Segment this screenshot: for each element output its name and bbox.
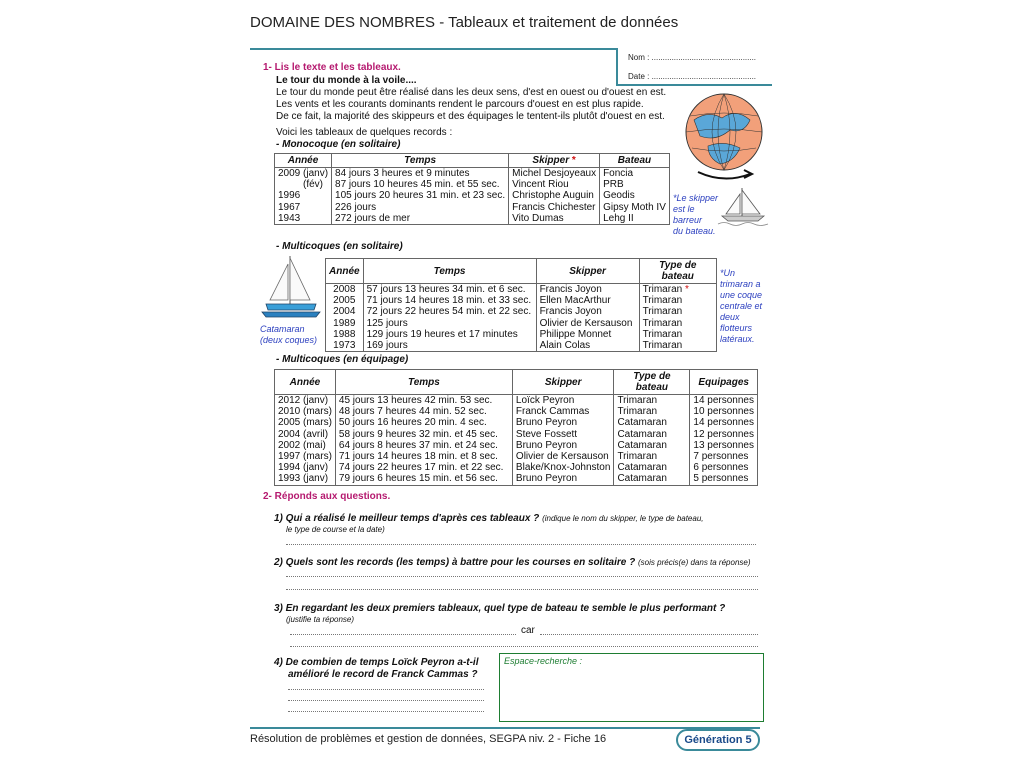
note-line: du bateau. [673,226,716,236]
t3-cell: Steve Fossett [512,429,614,440]
t2-cell: 2004 [326,306,364,317]
answer-line-q2b[interactable] [286,589,758,590]
t3-cell: Catamaran [614,473,690,485]
t3-cell: Bruno Peyron [512,440,614,451]
t2-cell: Trimaran [639,329,716,340]
table-row [275,473,758,485]
t3-cell: 7 personnes [690,451,758,462]
t1-header-skipper [509,154,600,168]
t3-cell: Franck Cammas [512,406,614,417]
note-line: trimaran a [720,279,761,289]
t1-header-skipper-label: Skipper [532,155,570,166]
t1-cell: 2009 (janv) [275,168,332,180]
t2-cell: 125 jours [363,318,536,329]
answer-line-q3a[interactable] [290,634,516,635]
t2-cell: Francis Joyon [536,306,639,317]
question-1-hint-2: le type de course et la date) [286,525,385,534]
t3-cell: 13 personnes [690,440,758,451]
note-line: est le [673,204,695,214]
t3-cell: 2010 (mars) [275,406,336,417]
t3-cell: Trimaran [614,395,690,407]
t3-cell: 14 personnes [690,417,758,428]
t3-header-temps: Temps [335,370,512,395]
note-catamaran [260,324,317,346]
t1-cell: 87 jours 10 heures 45 min. et 55 sec. [332,179,509,190]
t2-cell: 169 jours [363,340,536,352]
t3-cell: 1994 (janv) [275,462,336,473]
t3-cell: 6 personnes [690,462,758,473]
answer-line-q3c[interactable] [290,646,758,647]
t1-cell: Gipsy Moth IV [600,202,670,213]
question-1-text: 1) Qui a réalisé le meilleur temps d'après ces tableaux ? [274,513,540,524]
t2-cell: 71 jours 14 heures 18 min. et 33 sec. [363,295,536,306]
t2-cell: 1988 [326,329,364,340]
t3-cell: 45 jours 13 heures 42 min. 53 sec. [335,395,512,407]
globe-illustration [678,90,774,186]
catamaran-icon [258,254,324,322]
table-row [326,340,717,352]
t3-cell: 1993 (janv) [275,473,336,485]
table3-caption: - Multicoques (en équipage) [276,354,409,365]
t1-cell: Geodis [600,190,670,201]
nom-field[interactable]: Nom : ............................................... [628,53,757,62]
t2-type: Trimaran [642,284,683,295]
t2-header-annee: Année [326,259,364,284]
t2-cell: 72 jours 22 heures 54 min. et 22 sec. [363,306,536,317]
t1-cell: Francis Chichester [509,202,600,213]
t1-cell: 1967 [275,202,332,213]
t2-cell: 1989 [326,318,364,329]
question-1 [274,513,704,524]
t3-cell: Loïck Peyron [512,395,614,407]
question-2-text: 2) Quels sont les records (les temps) à battre pour les courses en solitaire ? [274,557,636,568]
t3-cell: Catamaran [614,462,690,473]
t2-cell: Alain Colas [536,340,639,352]
table-row [326,318,717,329]
table-row [275,417,758,428]
t2-cell: Philippe Monnet [536,329,639,340]
note-line: (deux coques) [260,335,318,345]
t3-cell: 2004 (avril) [275,429,336,440]
note-line: flotteurs [720,323,753,333]
t3-header-type: Type de bateau [614,370,690,395]
t2-cell: 2008 [326,284,364,296]
t3-cell: Olivier de Kersauson [512,451,614,462]
table-row [326,306,717,317]
t3-cell: Trimaran [614,406,690,417]
table-row [275,395,758,407]
t3-cell: Bruno Peyron [512,473,614,485]
t1-header-temps: Temps [332,154,509,168]
t1-cell: 1996 [275,190,332,201]
table-row [275,179,670,190]
table-row [275,190,670,201]
answer-line-q4c[interactable] [288,711,484,712]
t2-cell: 2005 [326,295,364,306]
t3-cell: 10 personnes [690,406,758,417]
t1-cell: 226 jours [332,202,509,213]
t3-header-annee: Année [275,370,336,395]
espace-recherche-label: Espace-recherche : [504,656,583,666]
t3-cell: 74 jours 22 heures 17 min. et 22 sec. [335,462,512,473]
t3-cell: Catamaran [614,429,690,440]
t3-cell: 79 jours 6 heures 15 min. et 56 sec. [335,473,512,485]
table-row [275,451,758,462]
question-1-hint: (indique le nom du skipper, le type de bateau, [542,514,704,523]
table1-caption: - Monocoque (en solitaire) [276,139,401,150]
table-row [275,213,670,225]
t2-cell: 129 jours 19 heures et 17 minutes [363,329,536,340]
t1-cell: 84 jours 3 heures et 9 minutes [332,168,509,180]
table-monocoque [274,153,670,225]
text-subtitle: Le tour du monde à la voile.... [276,75,417,86]
question-2 [274,557,751,568]
t2-header-skipper: Skipper [536,259,639,284]
note-line: *Un [720,268,736,278]
question-4-line-1: 4) De combien de temps Loïck Peyron a-t-il [274,657,479,668]
answer-line-q1[interactable] [286,544,756,545]
t1-skipper-star: * [569,155,576,166]
t1-cell: 272 jours de mer [332,213,509,225]
t3-cell: 2005 (mars) [275,417,336,428]
t1-cell: PRB [600,179,670,190]
generation5-badge[interactable]: Génération 5 [676,729,760,751]
t2-cell: 1973 [326,340,364,352]
t1-cell: (fév) [275,179,332,190]
date-field[interactable]: Date : ............................................... [628,72,757,81]
text-line-1: Le tour du monde peut être réalisé dans les deux sens, d'est en ouest ou d'ouest en est. [276,87,667,98]
name-box-border [616,48,618,84]
note-line: latéraux. [720,334,755,344]
text-line-3: De ce fait, la majorité des skippeurs et des équipages le tentent-ils plutôt d'ouest en est. [276,111,665,122]
note-line: *Le skipper [673,193,719,203]
question-2-hint: (sois précis(e) dans ta réponse) [638,558,751,567]
table-multicoque-equipage [274,369,758,486]
answer-line-q3b[interactable] [540,634,758,635]
note-line: une coque [720,290,763,300]
t1-cell: Christophe Auguin [509,190,600,201]
t3-cell: Catamaran [614,440,690,451]
t3-header-skipper: Skipper [512,370,614,395]
t1-cell: 105 jours 20 heures 31 min. et 23 sec. [332,190,509,201]
t3-cell: Trimaran [614,451,690,462]
note-line: deux [720,312,740,322]
note-skipper [673,193,718,237]
trimaran-star: * [682,284,689,295]
note-line: Catamaran [260,324,305,334]
espace-recherche-box[interactable] [499,653,764,722]
table-multicoque-solitaire [325,258,717,352]
answer-line-q4b[interactable] [288,700,484,701]
answer-line-q2a[interactable] [286,576,758,577]
t2-header-temps: Temps [363,259,536,284]
name-box-bottom [616,84,772,86]
t1-cell: 1943 [275,213,332,225]
t3-cell: 58 jours 9 heures 32 min. et 45 sec. [335,429,512,440]
t3-cell: 50 jours 16 heures 20 min. 4 sec. [335,417,512,428]
t2-cell: Francis Joyon [536,284,639,296]
table-row [275,406,758,417]
t2-cell: Trimaran [639,318,716,329]
footer-text: Résolution de problèmes et gestion de données, SEGPA niv. 2 - Fiche 16 [250,733,607,745]
t2-cell: Trimaran [639,340,716,352]
t2-header-type: Type de bateau [639,259,716,284]
t3-cell: 12 personnes [690,429,758,440]
question-4-line-2: amélioré le record de Franck Cammas ? [288,669,478,680]
table-row [326,284,717,296]
t2-cell: Ellen MacArthur [536,295,639,306]
t3-cell: Blake/Knox-Johnston [512,462,614,473]
note-line: centrale et [720,301,763,311]
table-row [326,329,717,340]
t3-header-equipages: Equipages [690,370,758,395]
t3-cell: 1997 (mars) [275,451,336,462]
top-rule [250,48,616,50]
table-row [275,429,758,440]
t1-header-bateau: Bateau [600,154,670,168]
t3-cell: 14 personnes [690,395,758,407]
t1-header-annee: Année [275,154,332,168]
t1-cell: Michel Desjoyeaux [509,168,600,180]
t3-cell: Bruno Peyron [512,417,614,428]
note-trimaran [720,268,762,345]
question-3-hint: (justifie ta réponse) [286,615,355,624]
question-3-car: car [521,625,535,636]
monohull-sailboat-icon [716,186,770,228]
t3-cell: 48 jours 7 heures 44 min. 52 sec. [335,406,512,417]
section-1-title: 1- Lis le texte et les tableaux. [263,62,401,73]
t1-cell: Vito Dumas [509,213,600,225]
t1-cell: Lehg II [600,213,670,225]
table-row [275,168,670,180]
t1-cell: Vincent Riou [509,179,600,190]
t2-cell [639,284,716,296]
t1-cell: Foncia [600,168,670,180]
t2-cell: 57 jours 13 heures 34 min. et 6 sec. [363,284,536,296]
t3-cell: 2012 (janv) [275,395,336,407]
table-row [326,295,717,306]
t3-cell: 2002 (mai) [275,440,336,451]
t2-cell: Olivier de Kersauson [536,318,639,329]
t3-cell: 5 personnes [690,473,758,485]
t2-cell: Trimaran [639,295,716,306]
table-row [275,202,670,213]
section-2-title: 2- Réponds aux questions. [263,491,391,502]
records-intro: Voici les tableaux de quelques records : [276,127,453,138]
answer-line-q4a[interactable] [288,689,484,690]
question-3: 3) En regardant les deux premiers tableaux, quel type de bateau te semble le plus performant ? [274,603,726,614]
note-line: barreur [673,215,703,225]
table-row [275,462,758,473]
table-row [275,440,758,451]
t2-cell: Trimaran [639,306,716,317]
t3-cell: 64 jours 8 heures 37 min. et 24 sec. [335,440,512,451]
text-line-2: Les vents et les courants dominants rendent le parcours d'ouest en est plus rapide. [276,99,644,110]
table2-caption: - Multicoques (en solitaire) [276,241,403,252]
page-title: DOMAINE DES NOMBRES - Tableaux et traitement de données [250,14,679,31]
t3-cell: Catamaran [614,417,690,428]
t3-cell: 71 jours 14 heures 18 min. et 8 sec. [335,451,512,462]
